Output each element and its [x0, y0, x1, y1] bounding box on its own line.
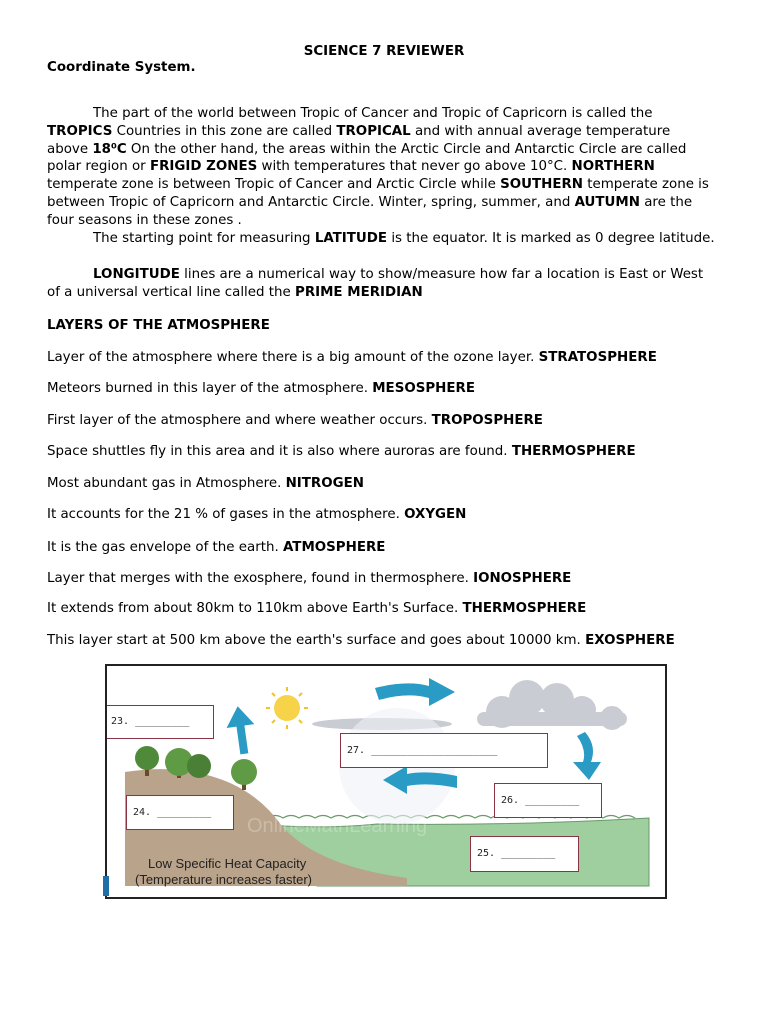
bold-term: TROPICAL	[336, 123, 411, 139]
label-24: 24. _________	[126, 795, 234, 830]
bold-term: NORTHERN	[571, 159, 655, 175]
caption-line-1: Low Specific Heat Capacity	[148, 856, 307, 871]
text-run: temperate zone is between Tropic of Cancer and Arctic Circle while	[47, 177, 501, 193]
page-title: SCIENCE 7 REVIEWER	[303, 44, 465, 59]
figure-corner-mark	[103, 876, 109, 896]
rain-cloud-icon	[477, 680, 627, 730]
text-run: The starting point for measuring	[93, 231, 315, 246]
atmosphere-question-item	[47, 506, 466, 524]
question-text: Layer of the atmosphere where there is a big amount of the ozone layer.	[47, 350, 539, 365]
caption-line-2: (Temperature increases faster)	[135, 872, 313, 887]
rich-text	[93, 231, 715, 246]
answer-term: OXYGEN	[404, 507, 467, 522]
answer-term: IONOSPHERE	[473, 571, 572, 586]
question-text: Layer that merges with the exosphere, found in thermosphere.	[47, 571, 474, 586]
label-25: 25. _________	[470, 836, 579, 872]
question-text: This layer start at 500 km above the earth's surface and goes about 10000 km.	[47, 633, 586, 648]
answer-term: ATMOSPHERE	[282, 540, 386, 555]
question-text: Most abundant gas in Atmosphere.	[47, 476, 286, 491]
answer-term: NITROGEN	[285, 476, 364, 491]
atmosphere-question-item	[47, 443, 636, 461]
text-run: lines are a numerical way to show/measure how far a location is East or West of a universal vertical line called the	[47, 267, 704, 300]
text-run: are the four seasons in these zones .	[47, 194, 693, 228]
question-text: First layer of the atmosphere and where weather occurs.	[47, 413, 432, 428]
bold-term: PRIME MERIDIAN	[295, 284, 423, 300]
answer-term: THERMOSPHERE	[511, 444, 636, 459]
answer-term: MESOSPHERE	[372, 381, 475, 396]
atmosphere-question-item	[47, 412, 543, 430]
answer-term: STRATOSPHERE	[538, 350, 657, 365]
bold-term: TROPICS	[47, 123, 113, 139]
bold-term: 18⁰C	[92, 141, 127, 157]
bold-term: LONGITUDE	[93, 267, 180, 282]
label-27: 27. _____________________	[340, 733, 548, 768]
rich-text	[47, 267, 703, 300]
question-text: Meteors burned in this layer of the atmosphere.	[47, 381, 373, 396]
atmosphere-question-item	[47, 380, 475, 398]
watermark-text: OnlineMathLearning	[247, 815, 428, 837]
answer-term: EXOSPHERE	[585, 633, 675, 648]
atmosphere-question-item	[47, 570, 571, 588]
right-arrow-icon	[375, 678, 455, 706]
answer-term: THERMOSPHERE	[462, 601, 587, 616]
heat-capacity-diagram	[105, 664, 667, 899]
question-text: It is the gas envelope of the earth.	[47, 540, 283, 555]
intro-paragraph-longitude	[47, 266, 715, 302]
question-text: It extends from about 80km to 110km above Earth's Surface.	[47, 601, 463, 616]
text-run: Countries in this zone are called	[112, 123, 337, 139]
sun-icon	[266, 687, 308, 729]
bold-term: LATITUDE	[314, 231, 388, 246]
label-26: 26. _________	[494, 783, 602, 818]
intro-paragraph-latitude	[47, 230, 715, 248]
atmosphere-question-item	[47, 475, 364, 493]
text-run: and with annual average temperature above	[47, 123, 671, 157]
down-arrow-icon	[573, 732, 601, 780]
intro-paragraph-tropics	[47, 105, 715, 230]
text-run: The part of the world between Tropic of Cancer and Tropic of Capricorn is called the	[93, 106, 653, 121]
atmosphere-question-item	[47, 632, 675, 650]
atmosphere-question-item	[47, 349, 657, 367]
text-run: On the other hand, the areas within the Arctic Circle and Antarctic Circle are called polar region or	[47, 141, 687, 175]
question-text: Space shuttles fly in this area and it is also where auroras are found.	[47, 444, 512, 459]
bold-term: AUTUMN	[574, 194, 640, 210]
bold-term: FRIGID ZONES	[149, 159, 258, 175]
question-text: It accounts for the 21 % of gases in the atmosphere.	[47, 507, 405, 522]
bold-term: SOUTHERN	[500, 177, 583, 193]
rich-text	[47, 106, 709, 228]
atmosphere-question-item	[47, 539, 385, 557]
atmosphere-heading: LAYERS OF THE ATMOSPHERE	[47, 318, 270, 333]
text-run: temperate zone is between Tropic of Capricorn and Antarctic Circle. Winter, spring, summer, and	[47, 177, 709, 210]
text-run: with temperatures that never go above 10°C.	[257, 159, 572, 175]
answer-term: TROPOSPHERE	[431, 413, 543, 428]
section-subtitle: Coordinate System.	[47, 60, 196, 75]
label-23: 23. _________	[105, 705, 214, 739]
up-arrow-icon	[224, 704, 258, 755]
diagram-caption	[135, 856, 312, 888]
text-run: is the equator. It is marked as 0 degree latitude.	[387, 231, 715, 246]
atmosphere-question-item	[47, 600, 586, 618]
